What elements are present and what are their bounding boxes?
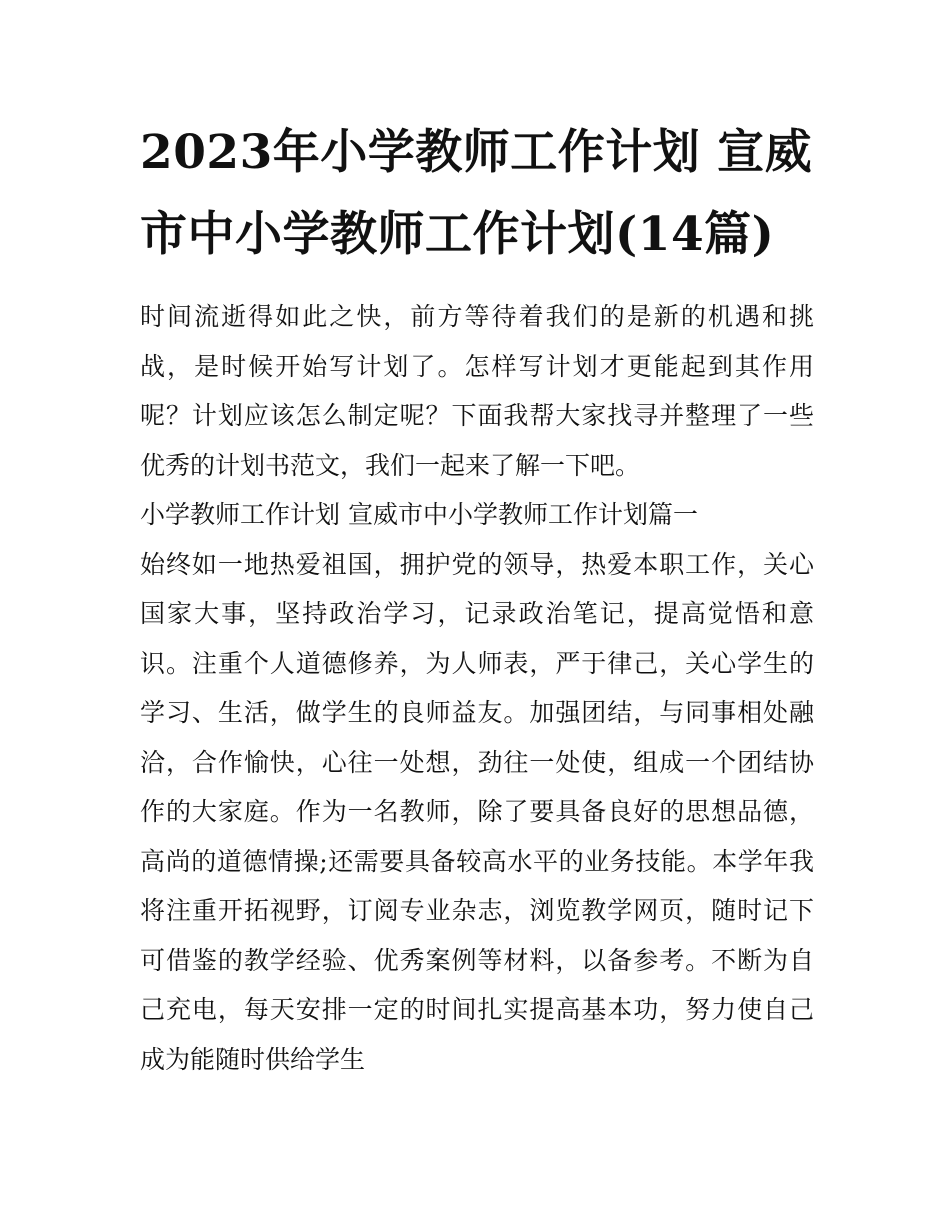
document-title: 2023年小学教师工作计划 宣威市中小学教师工作计划(14篇)	[140, 125, 813, 262]
section-heading: 小学教师工作计划 宣威市中小学教师工作计划篇一	[140, 500, 698, 529]
body-paragraph: 始终如一地热爱祖国，拥护党的领导，热爱本职工作，关心国家大事，坚持政治学习，记录政治笔记，提高觉悟和意识。注重个人道德修养，为人师表，严于律己，关心学生的学习、生活，做学生的良师益友。加强团结，与同事相处融洽，合作愉快，心往一处想，劲往一处使，组成一个团结协作的大家庭。作为一名教师，除了要具备良好的思想品德，高尚的道德情操;还需要具备较高水平的业务技能。本学年我将注重开拓视野，订阅专业杂志，浏览教学网页，随时记下可借鉴的教学经验、优秀案例等材料，以备参考。不断为自己充电，每天安排一定的时间扎实提高基本功，努力使自己成为能随时供给学生	[140, 549, 814, 1074]
document-content	[140, 112, 814, 1084]
intro-paragraph: 时间流逝得如此之快，前方等待着我们的是新的机遇和挑战，是时候开始写计划了。怎样写计划才更能起到其作用呢？计划应该怎么制定呢？下面我帮大家找寻并整理了一些优秀的计划书范文，我们一起来了解一下吧。	[140, 302, 814, 480]
